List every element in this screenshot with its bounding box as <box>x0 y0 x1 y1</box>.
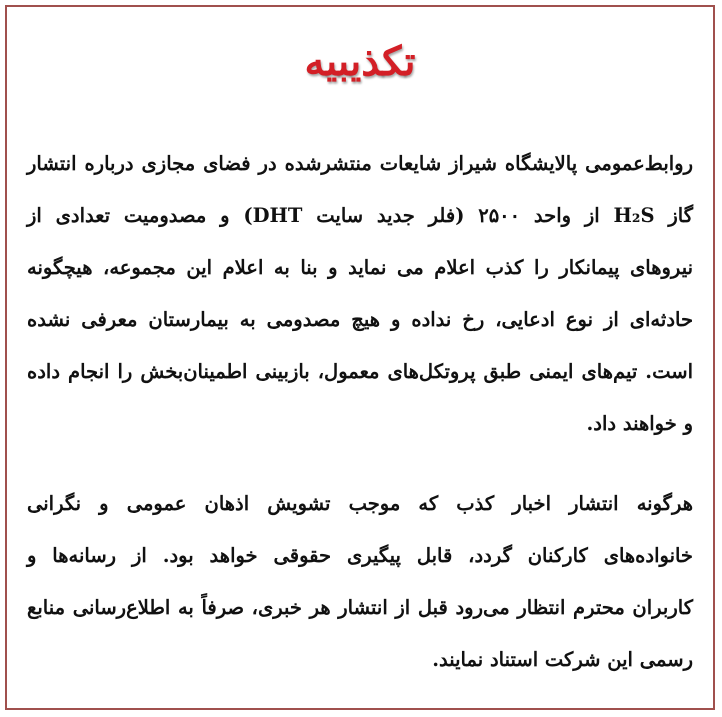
paragraph-line: خانواده‌های کارکنان گردد، قابل پیگیری حقوقی خواهد بود. از رسانه‌ها و <box>27 544 693 567</box>
paragraph-line: گاز H₂S از واحد ۲۵۰۰ (فلر جدید سایت DHT) و مصدومیت تعدادی از <box>27 204 693 227</box>
paragraph-line: است. تیم‌های ایمنی طبق پروتکل‌های معمول، بازبینی اطمینان‌بخش را انجام داده <box>27 360 693 383</box>
notice-paragraph-2 <box>27 478 693 686</box>
notice-title: تکذیبیه <box>304 38 416 85</box>
notice-frame <box>5 5 715 710</box>
paragraph-line: حادثه‌ای از نوع ادعایی، رخ نداده و هیچ مصدومی به بیمارستان معرفی نشده <box>27 308 693 331</box>
paragraph-line: هرگونه انتشار اخبار کذب که موجب تشویش اذهان عمومی و نگرانی <box>27 492 693 515</box>
paragraph-line: نیروهای پیمانکار را کذب اعلام می نماید و بنا به اعلام این مجموعه، هیچگونه <box>27 256 693 279</box>
paragraph-line: روابط‌عمومی پالایشگاه شیراز شایعات منتشرشده در فضای مجازی درباره انتشار <box>27 152 693 175</box>
notice-paragraph-1 <box>27 138 693 450</box>
paragraph-line: و خواهند داد. <box>586 412 693 435</box>
paragraph-line: رسمی این شرکت استناد نمایند. <box>432 648 693 671</box>
paragraph-line: کاربران محترم انتظار می‌رود قبل از انتشار هر خبری، صرفاً به اطلاع‌رسانی منابع <box>27 596 693 619</box>
